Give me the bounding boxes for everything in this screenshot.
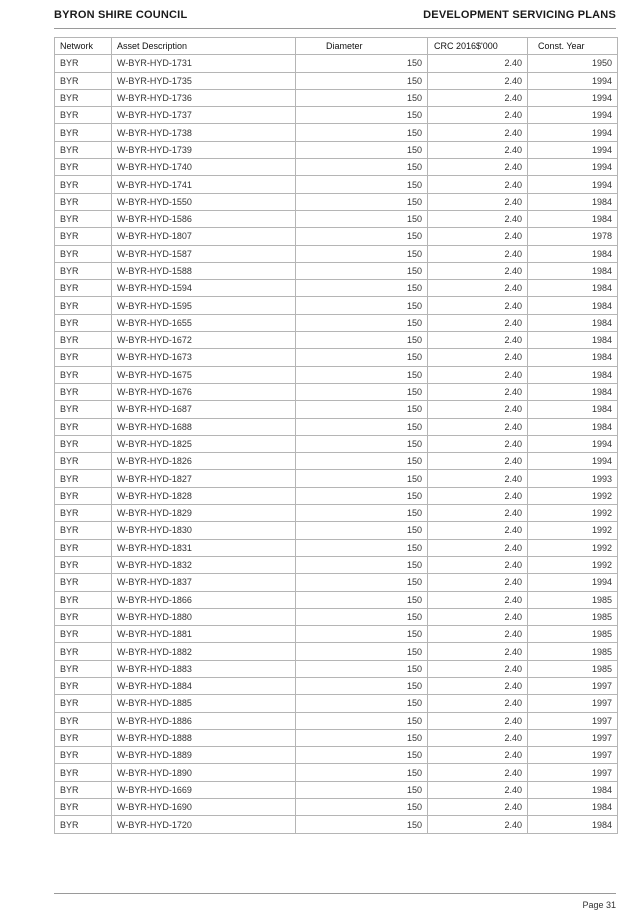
cell-network: BYR	[55, 660, 112, 677]
cell-const-year: 1994	[528, 574, 618, 591]
cell-network: BYR	[55, 176, 112, 193]
table-row	[55, 781, 618, 798]
cell-asset-description: W-BYR-HYD-1676	[112, 383, 296, 400]
cell-const-year: 1985	[528, 626, 618, 643]
cell-diameter: 150	[296, 608, 428, 625]
table-row	[55, 608, 618, 625]
cell-diameter: 150	[296, 799, 428, 816]
table-row	[55, 297, 618, 314]
cell-network: BYR	[55, 626, 112, 643]
table-row	[55, 712, 618, 729]
table-row	[55, 660, 618, 677]
cell-diameter: 150	[296, 435, 428, 452]
table-row	[55, 816, 618, 833]
cell-crc: 2.40	[428, 626, 528, 643]
cell-asset-description: W-BYR-HYD-1837	[112, 574, 296, 591]
cell-const-year: 1992	[528, 556, 618, 573]
table-row	[55, 159, 618, 176]
table-body	[55, 55, 618, 833]
cell-diameter: 150	[296, 55, 428, 72]
cell-const-year: 1950	[528, 55, 618, 72]
cell-network: BYR	[55, 643, 112, 660]
cell-diameter: 150	[296, 418, 428, 435]
cell-network: BYR	[55, 193, 112, 210]
cell-crc: 2.40	[428, 539, 528, 556]
cell-network: BYR	[55, 210, 112, 227]
cell-asset-description: W-BYR-HYD-1886	[112, 712, 296, 729]
table-row	[55, 245, 618, 262]
cell-diameter: 150	[296, 245, 428, 262]
cell-crc: 2.40	[428, 280, 528, 297]
cell-asset-description: W-BYR-HYD-1737	[112, 107, 296, 124]
table-row	[55, 89, 618, 106]
cell-asset-description: W-BYR-HYD-1740	[112, 159, 296, 176]
cell-const-year: 1997	[528, 729, 618, 746]
cell-crc: 2.40	[428, 643, 528, 660]
table-row	[55, 314, 618, 331]
cell-asset-description: W-BYR-HYD-1735	[112, 72, 296, 89]
table-row	[55, 453, 618, 470]
table-row	[55, 435, 618, 452]
cell-const-year: 1992	[528, 505, 618, 522]
column-header-crc: CRC 2016$'000	[428, 38, 528, 55]
cell-const-year: 1997	[528, 747, 618, 764]
cell-diameter: 150	[296, 366, 428, 383]
cell-network: BYR	[55, 314, 112, 331]
cell-network: BYR	[55, 55, 112, 72]
cell-const-year: 1985	[528, 591, 618, 608]
table-row	[55, 729, 618, 746]
cell-const-year: 1984	[528, 401, 618, 418]
cell-crc: 2.40	[428, 453, 528, 470]
cell-const-year: 1994	[528, 453, 618, 470]
cell-crc: 2.40	[428, 210, 528, 227]
cell-crc: 2.40	[428, 487, 528, 504]
cell-network: BYR	[55, 280, 112, 297]
table-row	[55, 383, 618, 400]
table-row	[55, 124, 618, 141]
cell-asset-description: W-BYR-HYD-1827	[112, 470, 296, 487]
cell-crc: 2.40	[428, 435, 528, 452]
table-row	[55, 332, 618, 349]
cell-const-year: 1997	[528, 764, 618, 781]
column-header-const-year: Const. Year	[528, 38, 618, 55]
cell-network: BYR	[55, 816, 112, 833]
cell-const-year: 1984	[528, 332, 618, 349]
table-row	[55, 72, 618, 89]
cell-const-year: 1984	[528, 314, 618, 331]
cell-asset-description: W-BYR-HYD-1655	[112, 314, 296, 331]
cell-network: BYR	[55, 505, 112, 522]
table-row	[55, 487, 618, 504]
cell-const-year: 1997	[528, 712, 618, 729]
cell-diameter: 150	[296, 729, 428, 746]
cell-network: BYR	[55, 262, 112, 279]
cell-const-year: 1994	[528, 124, 618, 141]
table-row	[55, 764, 618, 781]
cell-network: BYR	[55, 781, 112, 798]
cell-network: BYR	[55, 453, 112, 470]
cell-crc: 2.40	[428, 314, 528, 331]
table-row	[55, 228, 618, 245]
cell-const-year: 1984	[528, 210, 618, 227]
cell-asset-description: W-BYR-HYD-1881	[112, 626, 296, 643]
cell-const-year: 1994	[528, 107, 618, 124]
cell-diameter: 150	[296, 124, 428, 141]
cell-asset-description: W-BYR-HYD-1736	[112, 89, 296, 106]
cell-asset-description: W-BYR-HYD-1807	[112, 228, 296, 245]
cell-diameter: 150	[296, 643, 428, 660]
table-row	[55, 695, 618, 712]
cell-diameter: 150	[296, 712, 428, 729]
cell-const-year: 1985	[528, 660, 618, 677]
cell-network: BYR	[55, 366, 112, 383]
cell-asset-description: W-BYR-HYD-1829	[112, 505, 296, 522]
cell-diameter: 150	[296, 626, 428, 643]
column-header-asset-description: Asset Description	[112, 38, 296, 55]
cell-const-year: 1984	[528, 799, 618, 816]
cell-diameter: 150	[296, 660, 428, 677]
table-row	[55, 539, 618, 556]
cell-const-year: 1984	[528, 297, 618, 314]
cell-diameter: 150	[296, 383, 428, 400]
cell-network: BYR	[55, 401, 112, 418]
cell-network: BYR	[55, 159, 112, 176]
cell-network: BYR	[55, 107, 112, 124]
cell-asset-description: W-BYR-HYD-1586	[112, 210, 296, 227]
cell-network: BYR	[55, 747, 112, 764]
cell-const-year: 1997	[528, 695, 618, 712]
cell-diameter: 150	[296, 210, 428, 227]
cell-diameter: 150	[296, 591, 428, 608]
table-row	[55, 470, 618, 487]
cell-diameter: 150	[296, 764, 428, 781]
page-number: Page 31	[582, 900, 616, 910]
column-header-network: Network	[55, 38, 112, 55]
cell-crc: 2.40	[428, 781, 528, 798]
cell-network: BYR	[55, 695, 112, 712]
table-row	[55, 107, 618, 124]
table-row	[55, 522, 618, 539]
cell-network: BYR	[55, 764, 112, 781]
cell-asset-description: W-BYR-HYD-1687	[112, 401, 296, 418]
cell-asset-description: W-BYR-HYD-1825	[112, 435, 296, 452]
cell-network: BYR	[55, 435, 112, 452]
cell-asset-description: W-BYR-HYD-1738	[112, 124, 296, 141]
cell-asset-description: W-BYR-HYD-1883	[112, 660, 296, 677]
cell-const-year: 1994	[528, 141, 618, 158]
cell-diameter: 150	[296, 470, 428, 487]
cell-const-year: 1992	[528, 487, 618, 504]
cell-network: BYR	[55, 349, 112, 366]
cell-crc: 2.40	[428, 383, 528, 400]
cell-diameter: 150	[296, 176, 428, 193]
cell-const-year: 1984	[528, 245, 618, 262]
cell-crc: 2.40	[428, 228, 528, 245]
cell-asset-description: W-BYR-HYD-1889	[112, 747, 296, 764]
cell-const-year: 1994	[528, 176, 618, 193]
cell-crc: 2.40	[428, 193, 528, 210]
cell-asset-description: W-BYR-HYD-1675	[112, 366, 296, 383]
cell-const-year: 1984	[528, 193, 618, 210]
cell-crc: 2.40	[428, 245, 528, 262]
council-name: BYRON SHIRE COUNCIL	[54, 9, 188, 21]
cell-asset-description: W-BYR-HYD-1880	[112, 608, 296, 625]
cell-network: BYR	[55, 712, 112, 729]
table-row	[55, 591, 618, 608]
cell-const-year: 1984	[528, 383, 618, 400]
cell-asset-description: W-BYR-HYD-1587	[112, 245, 296, 262]
cell-const-year: 1994	[528, 159, 618, 176]
cell-const-year: 1985	[528, 643, 618, 660]
table-row	[55, 418, 618, 435]
cell-const-year: 1985	[528, 608, 618, 625]
cell-network: BYR	[55, 677, 112, 694]
table-row	[55, 280, 618, 297]
cell-network: BYR	[55, 729, 112, 746]
cell-diameter: 150	[296, 262, 428, 279]
cell-crc: 2.40	[428, 418, 528, 435]
cell-crc: 2.40	[428, 72, 528, 89]
cell-const-year: 1997	[528, 677, 618, 694]
cell-asset-description: W-BYR-HYD-1890	[112, 764, 296, 781]
cell-asset-description: W-BYR-HYD-1595	[112, 297, 296, 314]
cell-diameter: 150	[296, 72, 428, 89]
cell-diameter: 150	[296, 487, 428, 504]
cell-const-year: 1992	[528, 522, 618, 539]
cell-diameter: 150	[296, 574, 428, 591]
table-row	[55, 176, 618, 193]
cell-network: BYR	[55, 89, 112, 106]
cell-asset-description: W-BYR-HYD-1672	[112, 332, 296, 349]
cell-crc: 2.40	[428, 799, 528, 816]
cell-asset-description: W-BYR-HYD-1888	[112, 729, 296, 746]
cell-crc: 2.40	[428, 764, 528, 781]
cell-const-year: 1984	[528, 816, 618, 833]
cell-asset-description: W-BYR-HYD-1588	[112, 262, 296, 279]
cell-network: BYR	[55, 799, 112, 816]
cell-asset-description: W-BYR-HYD-1741	[112, 176, 296, 193]
cell-diameter: 150	[296, 314, 428, 331]
cell-diameter: 150	[296, 280, 428, 297]
table-header-row	[55, 38, 618, 55]
cell-crc: 2.40	[428, 660, 528, 677]
cell-network: BYR	[55, 332, 112, 349]
cell-crc: 2.40	[428, 677, 528, 694]
cell-asset-description: W-BYR-HYD-1690	[112, 799, 296, 816]
document-title: DEVELOPMENT SERVICING PLANS	[423, 9, 616, 21]
header-divider	[54, 28, 616, 29]
cell-crc: 2.40	[428, 591, 528, 608]
column-header-diameter: Diameter	[296, 38, 428, 55]
cell-asset-description: W-BYR-HYD-1594	[112, 280, 296, 297]
cell-diameter: 150	[296, 228, 428, 245]
footer-divider	[54, 893, 616, 894]
table-row	[55, 210, 618, 227]
table-row	[55, 193, 618, 210]
cell-asset-description: W-BYR-HYD-1831	[112, 539, 296, 556]
cell-const-year: 1978	[528, 228, 618, 245]
cell-diameter: 150	[296, 453, 428, 470]
cell-network: BYR	[55, 539, 112, 556]
cell-network: BYR	[55, 608, 112, 625]
table-row	[55, 262, 618, 279]
cell-crc: 2.40	[428, 695, 528, 712]
table-row	[55, 643, 618, 660]
table-row	[55, 556, 618, 573]
cell-crc: 2.40	[428, 55, 528, 72]
cell-const-year: 1984	[528, 418, 618, 435]
table-row	[55, 401, 618, 418]
cell-crc: 2.40	[428, 522, 528, 539]
cell-diameter: 150	[296, 556, 428, 573]
table-row	[55, 747, 618, 764]
table-row	[55, 677, 618, 694]
cell-network: BYR	[55, 297, 112, 314]
cell-diameter: 150	[296, 505, 428, 522]
cell-crc: 2.40	[428, 332, 528, 349]
cell-diameter: 150	[296, 695, 428, 712]
cell-crc: 2.40	[428, 470, 528, 487]
cell-const-year: 1993	[528, 470, 618, 487]
cell-const-year: 1994	[528, 435, 618, 452]
cell-crc: 2.40	[428, 574, 528, 591]
cell-asset-description: W-BYR-HYD-1885	[112, 695, 296, 712]
cell-asset-description: W-BYR-HYD-1866	[112, 591, 296, 608]
cell-crc: 2.40	[428, 816, 528, 833]
table-row	[55, 141, 618, 158]
cell-diameter: 150	[296, 539, 428, 556]
cell-asset-description: W-BYR-HYD-1669	[112, 781, 296, 798]
table-row	[55, 799, 618, 816]
cell-const-year: 1984	[528, 366, 618, 383]
cell-const-year: 1984	[528, 262, 618, 279]
cell-crc: 2.40	[428, 505, 528, 522]
cell-network: BYR	[55, 556, 112, 573]
cell-network: BYR	[55, 487, 112, 504]
cell-diameter: 150	[296, 747, 428, 764]
cell-diameter: 150	[296, 816, 428, 833]
cell-crc: 2.40	[428, 176, 528, 193]
cell-network: BYR	[55, 470, 112, 487]
cell-crc: 2.40	[428, 366, 528, 383]
asset-table	[54, 37, 618, 834]
cell-crc: 2.40	[428, 556, 528, 573]
cell-crc: 2.40	[428, 124, 528, 141]
cell-asset-description: W-BYR-HYD-1884	[112, 677, 296, 694]
cell-diameter: 150	[296, 401, 428, 418]
cell-asset-description: W-BYR-HYD-1882	[112, 643, 296, 660]
cell-crc: 2.40	[428, 297, 528, 314]
cell-const-year: 1984	[528, 280, 618, 297]
cell-asset-description: W-BYR-HYD-1673	[112, 349, 296, 366]
cell-diameter: 150	[296, 677, 428, 694]
cell-network: BYR	[55, 522, 112, 539]
cell-const-year: 1984	[528, 349, 618, 366]
cell-crc: 2.40	[428, 141, 528, 158]
cell-diameter: 150	[296, 141, 428, 158]
cell-crc: 2.40	[428, 262, 528, 279]
cell-const-year: 1984	[528, 781, 618, 798]
cell-diameter: 150	[296, 332, 428, 349]
cell-diameter: 150	[296, 297, 428, 314]
cell-network: BYR	[55, 418, 112, 435]
cell-asset-description: W-BYR-HYD-1688	[112, 418, 296, 435]
cell-asset-description: W-BYR-HYD-1826	[112, 453, 296, 470]
table-row	[55, 574, 618, 591]
cell-const-year: 1994	[528, 89, 618, 106]
cell-network: BYR	[55, 228, 112, 245]
cell-diameter: 150	[296, 522, 428, 539]
cell-crc: 2.40	[428, 747, 528, 764]
cell-diameter: 150	[296, 89, 428, 106]
cell-network: BYR	[55, 124, 112, 141]
cell-crc: 2.40	[428, 608, 528, 625]
cell-diameter: 150	[296, 349, 428, 366]
cell-diameter: 150	[296, 159, 428, 176]
cell-network: BYR	[55, 574, 112, 591]
cell-crc: 2.40	[428, 712, 528, 729]
cell-network: BYR	[55, 383, 112, 400]
cell-asset-description: W-BYR-HYD-1739	[112, 141, 296, 158]
cell-asset-description: W-BYR-HYD-1832	[112, 556, 296, 573]
cell-diameter: 150	[296, 781, 428, 798]
cell-crc: 2.40	[428, 349, 528, 366]
cell-network: BYR	[55, 72, 112, 89]
cell-network: BYR	[55, 591, 112, 608]
cell-crc: 2.40	[428, 401, 528, 418]
table-row	[55, 626, 618, 643]
cell-network: BYR	[55, 141, 112, 158]
cell-crc: 2.40	[428, 107, 528, 124]
cell-network: BYR	[55, 245, 112, 262]
cell-diameter: 150	[296, 193, 428, 210]
table-row	[55, 505, 618, 522]
cell-const-year: 1992	[528, 539, 618, 556]
table-row	[55, 55, 618, 72]
cell-asset-description: W-BYR-HYD-1731	[112, 55, 296, 72]
cell-asset-description: W-BYR-HYD-1828	[112, 487, 296, 504]
cell-asset-description: W-BYR-HYD-1550	[112, 193, 296, 210]
cell-crc: 2.40	[428, 729, 528, 746]
cell-asset-description: W-BYR-HYD-1830	[112, 522, 296, 539]
cell-asset-description: W-BYR-HYD-1720	[112, 816, 296, 833]
cell-const-year: 1994	[528, 72, 618, 89]
table-row	[55, 349, 618, 366]
table-row	[55, 366, 618, 383]
cell-diameter: 150	[296, 107, 428, 124]
cell-crc: 2.40	[428, 159, 528, 176]
cell-crc: 2.40	[428, 89, 528, 106]
